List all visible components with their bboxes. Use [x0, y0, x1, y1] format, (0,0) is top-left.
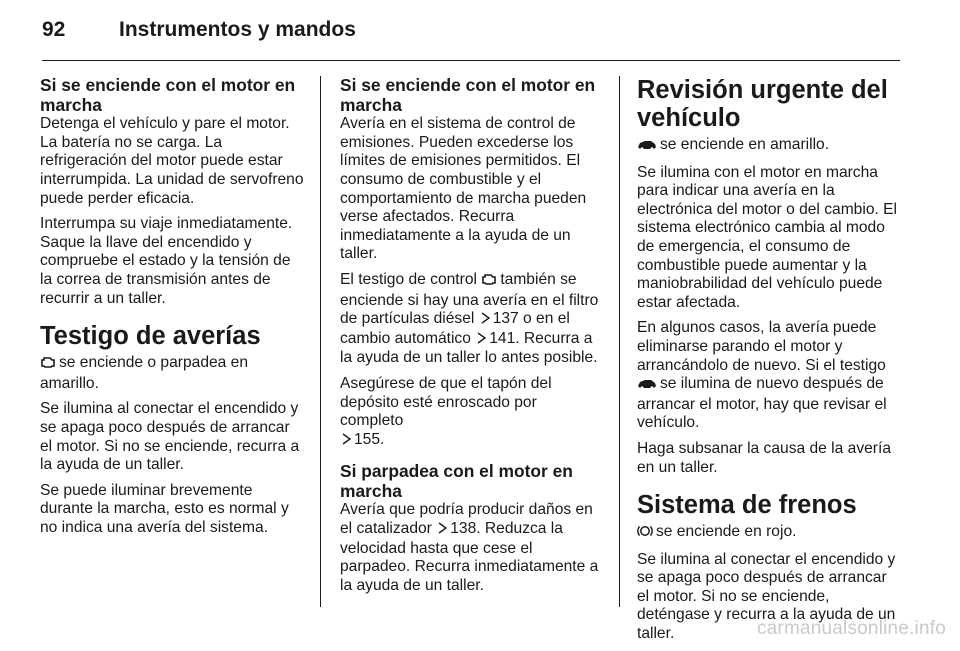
page-number: 92 — [42, 18, 66, 41]
paragraph: Se ilumina al conectar el encendido y se apaga poco después de arrancar el motor. Si no se enciende, recurra a la ayuda de un taller. — [40, 400, 300, 474]
header-rule — [42, 60, 900, 61]
page-title: Instrumentos y mandos — [119, 18, 356, 41]
section-title: Testigo de averías — [40, 322, 261, 351]
page-reference-icon — [477, 331, 487, 350]
page-reference-icon — [342, 432, 352, 451]
paragraph: Se ilumina con el motor en marcha para indicar una avería en la electrónica del motor o del cambio. El sistema electrónico cambia al modo de emergencia, el consumo de combustible puede aumentar y la maniobrabilidad del vehículo puede estar afectada. — [637, 163, 898, 311]
paragraph: Interrumpa su viaje inmediatamente. Saque la llave del encendido y compruebe el estado y la tensión de la correa de transmisión antes de recurrir a un taller. — [40, 215, 293, 307]
paragraph: Avería en el sistema de control de emisiones. Pueden excederse los límites de emisiones permitidos. El consumo de combustible y el comportamiento de marcha pueden verse afectados. Recurra inmediatamente a la ayuda de un taller. — [340, 115, 587, 263]
paragraph: Se puede iluminar brevemente durante la marcha, esto es normal y no indica una avería del sistema. — [40, 481, 289, 536]
engine-warning-icon — [481, 272, 497, 292]
page-header — [42, 18, 900, 42]
column-1 — [40, 76, 306, 544]
section-heading: Si se enciende con el motor en marcha — [40, 75, 296, 115]
section-title: Sistema de frenos — [637, 491, 857, 520]
section-heading: Si parpadea con el motor en marcha — [340, 461, 573, 501]
paragraph: Haga subsanar la causa de la avería en un taller. — [637, 439, 891, 476]
engine-warning-icon — [40, 355, 56, 375]
column-3 — [637, 76, 903, 651]
paragraph: Se ilumina al conectar el encendido y se apaga poco después de arrancar el motor. Si no se enciende, deténgase y recurra a la ayuda de un taller. — [637, 550, 896, 643]
page-reference-icon — [481, 311, 491, 330]
paragraph: Avería que podría producir daños en el catalizador 138. Reduzca la velocidad hasta que cese el parpadeo. Recurra inmediatamente a la ayuda de un taller. — [340, 501, 599, 594]
column-divider — [619, 76, 620, 607]
watermark: carmanualsonline.info — [756, 618, 946, 639]
section-title: Revisión urgente del vehículo — [637, 76, 888, 132]
car-service-icon — [637, 138, 657, 157]
paragraph: El testigo de control también se enciende si hay una avería en el filtro de partículas diésel 137 o en el cambio automático 141. Recurra a la ayuda de un taller lo antes posible. — [340, 270, 599, 367]
paragraph: Asegúrese de que el tapón del depósito esté enroscado por completo 155. — [340, 375, 604, 450]
paragraph: se enciende o parpadea en amarillo. — [40, 354, 249, 392]
paragraph: En algunos casos, la avería puede eliminarse parando el motor y arrancándolo de nuevo. Si el testigo se ilumina de nuevo después de arrancar el motor, hay que revisar el vehículo. — [637, 319, 887, 432]
paragraph: Detenga el vehículo y pare el motor. La batería no se carga. La refrigeración del motor puede estar interrumpida. La unidad de servofreno puede perder eficacia. — [40, 115, 304, 207]
paragraph: se enciende en amarillo. — [637, 136, 903, 157]
page-reference-icon — [438, 521, 448, 540]
section-heading: Si se enciende con el motor en marcha — [340, 75, 596, 115]
brake-warning-icon — [637, 524, 653, 544]
car-service-icon — [637, 377, 657, 396]
paragraph: se enciende en rojo. — [637, 523, 903, 544]
column-divider — [320, 76, 321, 607]
column-2 — [340, 76, 604, 602]
